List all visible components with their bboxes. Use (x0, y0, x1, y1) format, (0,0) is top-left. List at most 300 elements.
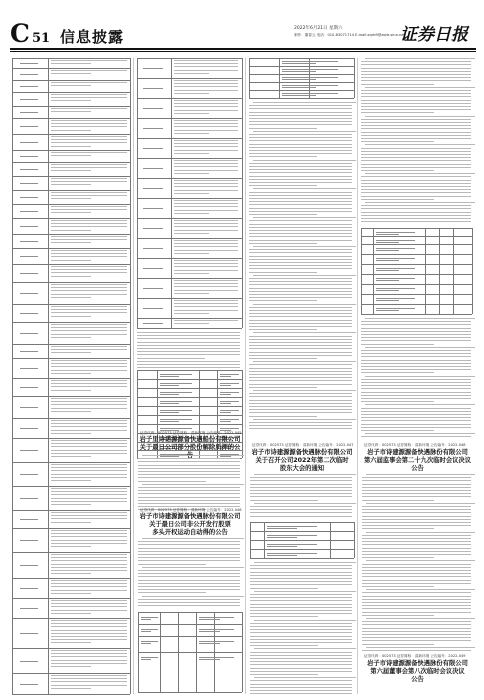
column-3-text (249, 58, 354, 430)
cell-text (376, 240, 415, 241)
text-line (361, 331, 471, 332)
cell-label (20, 74, 38, 75)
article-title: 岩子市诗建源源备快遇脉份有限公司 关于最日公司非公开发行股票 多头开权运动自动得的公告 (139, 513, 241, 536)
table-notes (137, 330, 242, 368)
table-rule (12, 618, 130, 619)
text-line (250, 516, 352, 517)
cell-label (20, 588, 38, 589)
text-line (250, 610, 352, 611)
cell-text (51, 146, 91, 147)
cell-text (51, 470, 127, 471)
cell-text (220, 383, 239, 384)
table-rule (249, 74, 354, 75)
text-line (138, 586, 240, 587)
cell-text (51, 554, 127, 555)
cell-text (174, 86, 238, 87)
text-line (361, 411, 471, 412)
cell-label (20, 540, 38, 541)
text-line (361, 372, 434, 373)
article-code-line: 证券代码：002573 证券简称：清新环境 公告编号：2022-049 (364, 654, 466, 658)
table-rule (250, 531, 354, 532)
table-rule (12, 598, 130, 599)
text-line (249, 345, 352, 346)
text-line (249, 371, 352, 372)
cell-label (143, 248, 163, 249)
text-line (361, 205, 471, 206)
text-line (138, 497, 240, 498)
cell-text (267, 546, 297, 547)
text-line (361, 157, 471, 158)
cell-text (51, 206, 127, 207)
text-line (138, 500, 240, 501)
cell-text (282, 71, 316, 72)
cell-text (174, 250, 238, 251)
text-line (361, 199, 434, 200)
cell-text (51, 494, 127, 495)
article-title: 岩子市诗建源源备快遇脉份有限公司 第六届董事会第八次临时会议决议 公告 (367, 660, 468, 683)
cell-text (51, 306, 127, 307)
cell-text (141, 619, 151, 620)
text-line (138, 474, 240, 475)
cell-label (20, 407, 38, 408)
text-line (362, 490, 471, 491)
text-line (249, 220, 352, 221)
cell-text (220, 376, 231, 377)
editor-contact: 制作：董春云 电话：010-63071714 E-mail:zqrb9@zqrb.sina.net (294, 33, 405, 37)
cell-text (51, 404, 127, 405)
text-line (138, 573, 240, 574)
cell-text (51, 398, 127, 399)
text-line (138, 548, 240, 549)
cell-label (20, 273, 38, 274)
cell-text (376, 250, 399, 251)
table-rule (250, 558, 354, 559)
cell-text (174, 153, 209, 154)
text-line (254, 591, 356, 592)
text-line (138, 468, 240, 469)
text-line (254, 474, 356, 475)
text-line (250, 490, 352, 491)
cell-text (51, 192, 127, 193)
article-body (138, 455, 242, 510)
cell-text (51, 639, 127, 640)
text-line (249, 387, 317, 388)
cell-text (160, 392, 192, 393)
text-line (361, 208, 471, 209)
cell-text (51, 256, 127, 257)
table-rule (12, 396, 130, 397)
cell-text (51, 349, 127, 350)
cell-text (160, 385, 179, 386)
text-line (142, 596, 244, 597)
cell-text (141, 631, 151, 632)
text-line (250, 684, 352, 685)
cell-text (282, 85, 338, 86)
cell-text (51, 324, 127, 325)
text-line (366, 474, 475, 475)
table-rule (137, 198, 242, 199)
text-line (362, 484, 471, 485)
cell-text (51, 546, 91, 547)
text-line (362, 500, 434, 501)
table-rule (361, 264, 472, 265)
text-line (142, 455, 244, 456)
text-line (249, 179, 352, 180)
cell-text (174, 90, 238, 91)
cell-text (51, 312, 127, 313)
text-line (249, 182, 352, 183)
cell-text (174, 193, 209, 194)
cell-text (174, 313, 209, 314)
text-line (249, 288, 352, 289)
text-line (361, 436, 471, 437)
cell-text (174, 80, 238, 81)
cell-text (174, 180, 238, 181)
cell-text (51, 512, 127, 513)
text-line (361, 128, 471, 129)
table-rule (242, 58, 243, 328)
text-line (250, 597, 352, 598)
cell-text (51, 85, 91, 86)
text-line (249, 243, 317, 244)
cell-text (51, 488, 127, 489)
table-rule (250, 522, 354, 523)
cell-text (51, 366, 127, 367)
text-line (361, 151, 471, 152)
text-line (249, 268, 352, 269)
cell-text (51, 603, 127, 604)
text-line (366, 618, 475, 619)
text-line (362, 583, 471, 584)
text-line (361, 350, 471, 351)
table-rule (250, 540, 354, 541)
text-line (361, 71, 471, 72)
text-line (250, 607, 352, 608)
cell-text (174, 260, 238, 261)
text-line (249, 364, 352, 365)
cell-label (20, 112, 38, 113)
table-rule (12, 462, 130, 463)
cell-text (51, 630, 127, 631)
cell-text (51, 242, 91, 243)
table-rule (354, 58, 355, 98)
cell-text (51, 181, 127, 182)
cell-text (376, 280, 399, 281)
cell-text (51, 663, 127, 664)
cell-text (51, 123, 127, 124)
cell-text (51, 309, 127, 310)
section-title: 信息披露 (60, 28, 125, 46)
cell-text (51, 198, 91, 199)
cell-text (51, 504, 91, 505)
table-rule (137, 118, 242, 119)
text-line (249, 272, 317, 273)
text-line (361, 106, 471, 107)
cell-text (51, 515, 127, 516)
table-rule (12, 264, 130, 265)
table-rule (472, 228, 473, 314)
cell-text (51, 610, 127, 611)
text-line (250, 509, 352, 510)
cell-text (267, 555, 297, 556)
text-line (249, 403, 352, 404)
cell-text (51, 656, 127, 657)
cell-label (20, 169, 38, 170)
cell-label (20, 293, 38, 294)
cell-text (282, 61, 338, 62)
text-line (249, 428, 352, 429)
text-line (249, 105, 352, 106)
cell-text (267, 528, 297, 529)
cell-text (376, 258, 415, 259)
text-line (362, 538, 471, 539)
text-line (361, 366, 471, 367)
text-line (138, 461, 240, 462)
table-rule (137, 379, 242, 380)
table-rule (453, 228, 454, 314)
table-rule (12, 176, 130, 177)
cell-text (51, 593, 91, 594)
text-line (362, 512, 471, 513)
text-line (361, 363, 471, 364)
cell-text (282, 77, 338, 78)
cell-text (51, 111, 91, 112)
cell-text (267, 526, 317, 527)
text-line (250, 584, 352, 585)
column-2-table (137, 58, 242, 328)
cell-text (174, 323, 209, 324)
table-rule (12, 190, 130, 191)
text-line (361, 93, 471, 94)
text-line (361, 148, 471, 149)
table-rule (12, 510, 130, 511)
cell-text (51, 352, 91, 353)
table-rule (137, 328, 242, 329)
cell-text (141, 657, 158, 658)
text-line (249, 355, 352, 356)
text-line (361, 360, 471, 361)
cell-text (51, 530, 127, 531)
text-line (254, 677, 356, 678)
text-line (249, 156, 317, 157)
cell-text (51, 276, 91, 277)
cell-text (51, 567, 127, 568)
cell-text (174, 283, 238, 284)
text-line (362, 580, 471, 581)
cell-text (51, 170, 91, 171)
cell-text (51, 330, 127, 331)
text-line (253, 160, 356, 161)
cell-text (141, 659, 151, 660)
issue-date: 2022年6月21日 星期六 (294, 26, 343, 31)
text-line (362, 493, 471, 494)
text-line (365, 433, 475, 434)
cell-text (267, 544, 317, 545)
text-line (362, 506, 471, 507)
cell-text (51, 491, 127, 492)
cell-label (20, 608, 38, 609)
text-line (362, 570, 471, 571)
cell-text (174, 200, 238, 201)
text-line (250, 613, 352, 614)
cell-text (220, 401, 239, 402)
cell-label (143, 268, 163, 269)
text-line (138, 592, 206, 593)
text-line (138, 544, 240, 545)
text-line (361, 334, 471, 335)
cell-text (51, 195, 127, 196)
table-rule (12, 58, 130, 59)
table-rule (137, 78, 242, 79)
cell-text (220, 410, 239, 411)
text-line (250, 652, 352, 653)
cell-label (20, 519, 38, 520)
table-rule (137, 258, 242, 259)
cell-text (174, 160, 238, 161)
cell-text (51, 126, 127, 127)
text-line (249, 227, 352, 228)
cell-text (220, 403, 231, 404)
cell-text (51, 363, 127, 364)
cell-label (20, 498, 38, 499)
cell-text (220, 412, 231, 413)
cell-label (20, 633, 38, 634)
text-line (361, 189, 471, 190)
header-rule (10, 48, 476, 50)
text-line (361, 186, 471, 187)
cell-text (160, 401, 192, 402)
cell-text (51, 136, 127, 137)
text-line (249, 313, 352, 314)
text-line (137, 354, 240, 355)
header-rule-thin (10, 51, 476, 52)
text-line (362, 541, 471, 542)
text-line (361, 122, 471, 123)
text-line (366, 503, 475, 504)
table-rule (137, 138, 242, 139)
cell-text (174, 186, 238, 187)
text-line (249, 176, 352, 177)
table-rule (249, 90, 354, 91)
cell-text (51, 653, 127, 654)
cell-text (220, 421, 231, 422)
cell-label (20, 565, 38, 566)
text-line (138, 602, 240, 603)
cell-text (51, 433, 91, 434)
text-line (361, 388, 471, 389)
cell-text (174, 126, 238, 127)
text-line (249, 192, 352, 193)
text-line (138, 589, 240, 590)
article-title: 岩子市诗建源源备快遇脉份有限公司 关于召开公司2022年第二次临时 股东大会的通知 (251, 449, 353, 472)
text-line (366, 532, 475, 533)
cell-text (174, 243, 238, 244)
text-line (361, 74, 471, 75)
cell-text (51, 626, 127, 627)
table-rule (138, 624, 242, 625)
cell-text (51, 152, 127, 153)
text-line (365, 87, 475, 88)
text-line (249, 307, 352, 308)
text-line (249, 352, 352, 353)
table-rule (439, 228, 440, 314)
cell-text (174, 133, 209, 134)
table-rule (137, 415, 242, 416)
cell-label (20, 226, 38, 227)
cell-text (51, 60, 127, 61)
table-rule (361, 294, 472, 295)
cell-text (51, 334, 127, 335)
text-line (249, 358, 317, 359)
text-line (137, 345, 240, 346)
table-rule (137, 318, 242, 319)
cell-text (51, 63, 91, 64)
text-line (249, 380, 352, 381)
cell-text (267, 535, 317, 536)
text-line (249, 198, 352, 199)
cell-label (143, 308, 163, 309)
cell-label (20, 387, 38, 388)
text-line (250, 568, 352, 569)
proposal-table (250, 522, 354, 558)
cell-text (51, 660, 127, 661)
text-line (250, 487, 352, 488)
cell-text (51, 142, 127, 143)
cell-text (51, 253, 127, 254)
cell-label (143, 188, 163, 189)
text-line (362, 516, 471, 517)
text-line (249, 336, 352, 337)
table-rule (12, 648, 130, 649)
cell-text (51, 623, 127, 624)
text-line (253, 332, 356, 333)
column-3-table (249, 58, 354, 98)
text-line (361, 417, 471, 418)
text-line (249, 256, 352, 257)
cell-label (20, 126, 38, 127)
text-line (249, 374, 352, 375)
text-line (249, 147, 352, 148)
text-line (137, 342, 240, 343)
table-rule (12, 673, 130, 674)
cell-text (51, 606, 127, 607)
cell-label (20, 211, 38, 212)
text-line (250, 581, 352, 582)
cell-text (174, 320, 238, 321)
text-line (361, 215, 471, 216)
cell-text (51, 430, 127, 431)
text-line (361, 337, 471, 338)
text-line (250, 575, 352, 576)
cell-text (51, 518, 127, 519)
text-line (142, 538, 244, 539)
cell-text (174, 226, 238, 227)
text-line (250, 477, 352, 478)
text-line (138, 580, 240, 581)
text-line (249, 342, 352, 343)
table-rule (12, 694, 130, 695)
table-rule (12, 578, 130, 579)
cell-text (141, 641, 158, 642)
text-line (361, 379, 471, 380)
cell-text (376, 298, 415, 299)
table-rule (137, 238, 242, 239)
text-line (253, 217, 356, 218)
cell-text (51, 570, 127, 571)
cell-text (51, 401, 127, 402)
table-rule (249, 82, 354, 83)
text-line (249, 348, 352, 349)
